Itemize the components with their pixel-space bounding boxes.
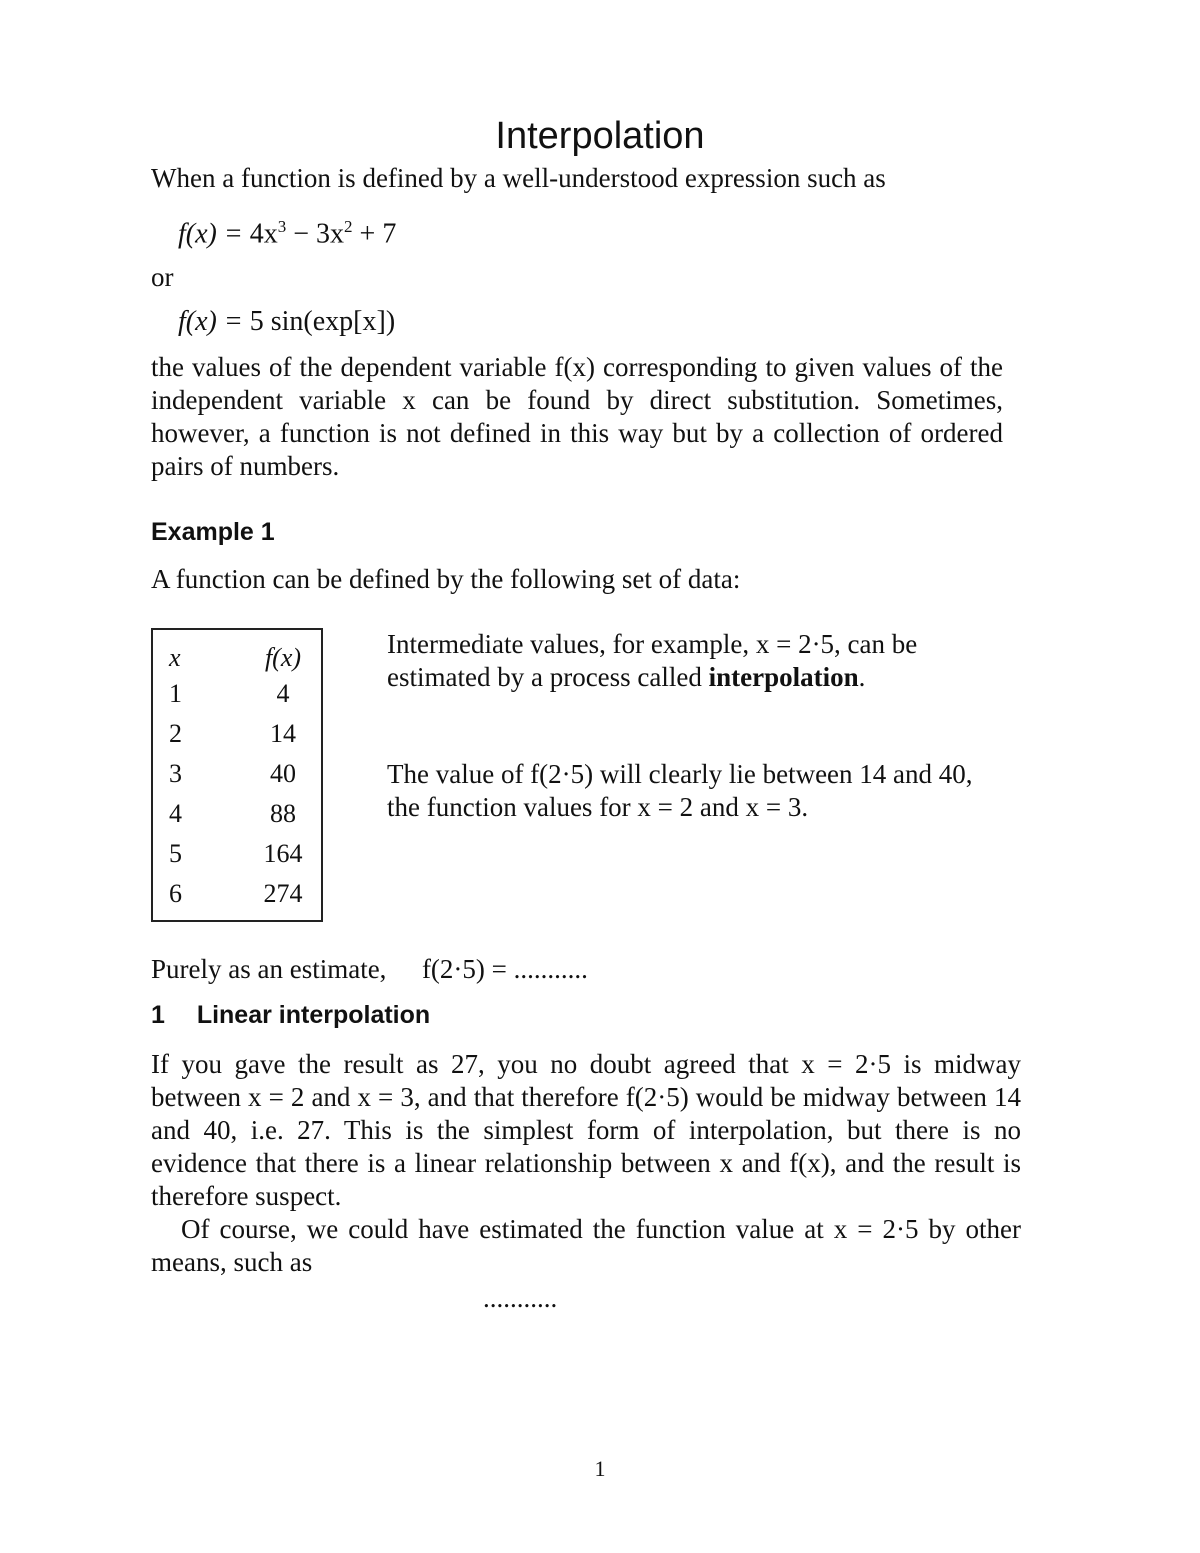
estimate-expression: f(2·5) = ........... [421, 954, 588, 984]
table-cell: 164 [263, 839, 303, 868]
page-title: Interpolation [495, 115, 705, 157]
eq1-exp1: 3 [277, 217, 287, 236]
section-number: 1 [151, 1001, 165, 1029]
table-cell: 4 [169, 799, 182, 828]
side-text-2: The value of f(2·5) will clearly lie between 14 and 40, the function values for x = 2 and x = 3. [387, 759, 973, 822]
interpolation-term: interpolation [708, 662, 859, 692]
table-cell: 2 [169, 719, 182, 748]
equation-1 [178, 210, 396, 251]
eq1-term3: + 7 [352, 218, 397, 250]
paragraph-1: the values of the dependent variable f(x) corresponding to given values of the independent variable x can be found by direct substitution. Sometimes, however, a function is not defined in this way but by a collection of ordered pairs of numbers. [151, 352, 1003, 481]
side-text-1c: . [858, 662, 866, 692]
page-number: 1 [594, 1456, 606, 1481]
table-cell: 4 [276, 679, 290, 708]
table-header-fx: f(x) [264, 643, 302, 672]
section-heading [151, 1000, 430, 1030]
side-text-1 [387, 628, 1003, 694]
estimate-label: Purely as an estimate, [151, 954, 387, 984]
section-label: Linear interpolation [196, 1001, 431, 1029]
eq1-term2: − 3x [286, 218, 345, 250]
example-intro: A function can be defined by the following set of data: [151, 564, 741, 594]
side-text-1a: Intermediate values, for example, x = 2·5, can be estimated by a process called [387, 629, 918, 692]
table-cell: 40 [270, 759, 296, 788]
data-table [151, 628, 323, 922]
intro-text: When a function is defined by a well-understood expression such as [151, 163, 886, 193]
paragraph-3: Of course, we could have estimated the function value at x = 2·5 by other means, such as [151, 1214, 1021, 1277]
table-cell: 1 [169, 679, 182, 708]
table-cell: 5 [169, 839, 182, 868]
paragraph-2: If you gave the result as 27, you no doubt agreed that x = 2·5 is midway between x = 2 and x = 3, and that therefore f(2·5) would be midway between 14 and 40, i.e. 27. This is the simplest form of interpolation, but there is no evidence that there is a linear relationship between x and f(x), and the result is therefore suspect. [151, 1049, 1021, 1211]
eq1-exp2: 2 [344, 217, 353, 236]
table-cell: 14 [270, 719, 296, 748]
table-header-x: x [169, 643, 181, 672]
eq2-rhs: 5 sin(exp[x]) [249, 306, 396, 337]
equation-2 [178, 305, 395, 339]
estimate-line [151, 953, 588, 986]
table-cell: 3 [169, 759, 182, 788]
eq1-lhs: f(x) = [178, 218, 250, 250]
table-cell: 6 [169, 879, 182, 908]
eq1-term1: 4x [249, 218, 278, 250]
example-heading: Example 1 [151, 518, 275, 546]
table-cell: 274 [263, 879, 303, 908]
or-word: or [151, 262, 174, 292]
eq2-lhs: f(x) = [178, 306, 250, 337]
table-cell: 88 [270, 799, 296, 828]
trailing-dots: ........... [483, 1283, 558, 1313]
